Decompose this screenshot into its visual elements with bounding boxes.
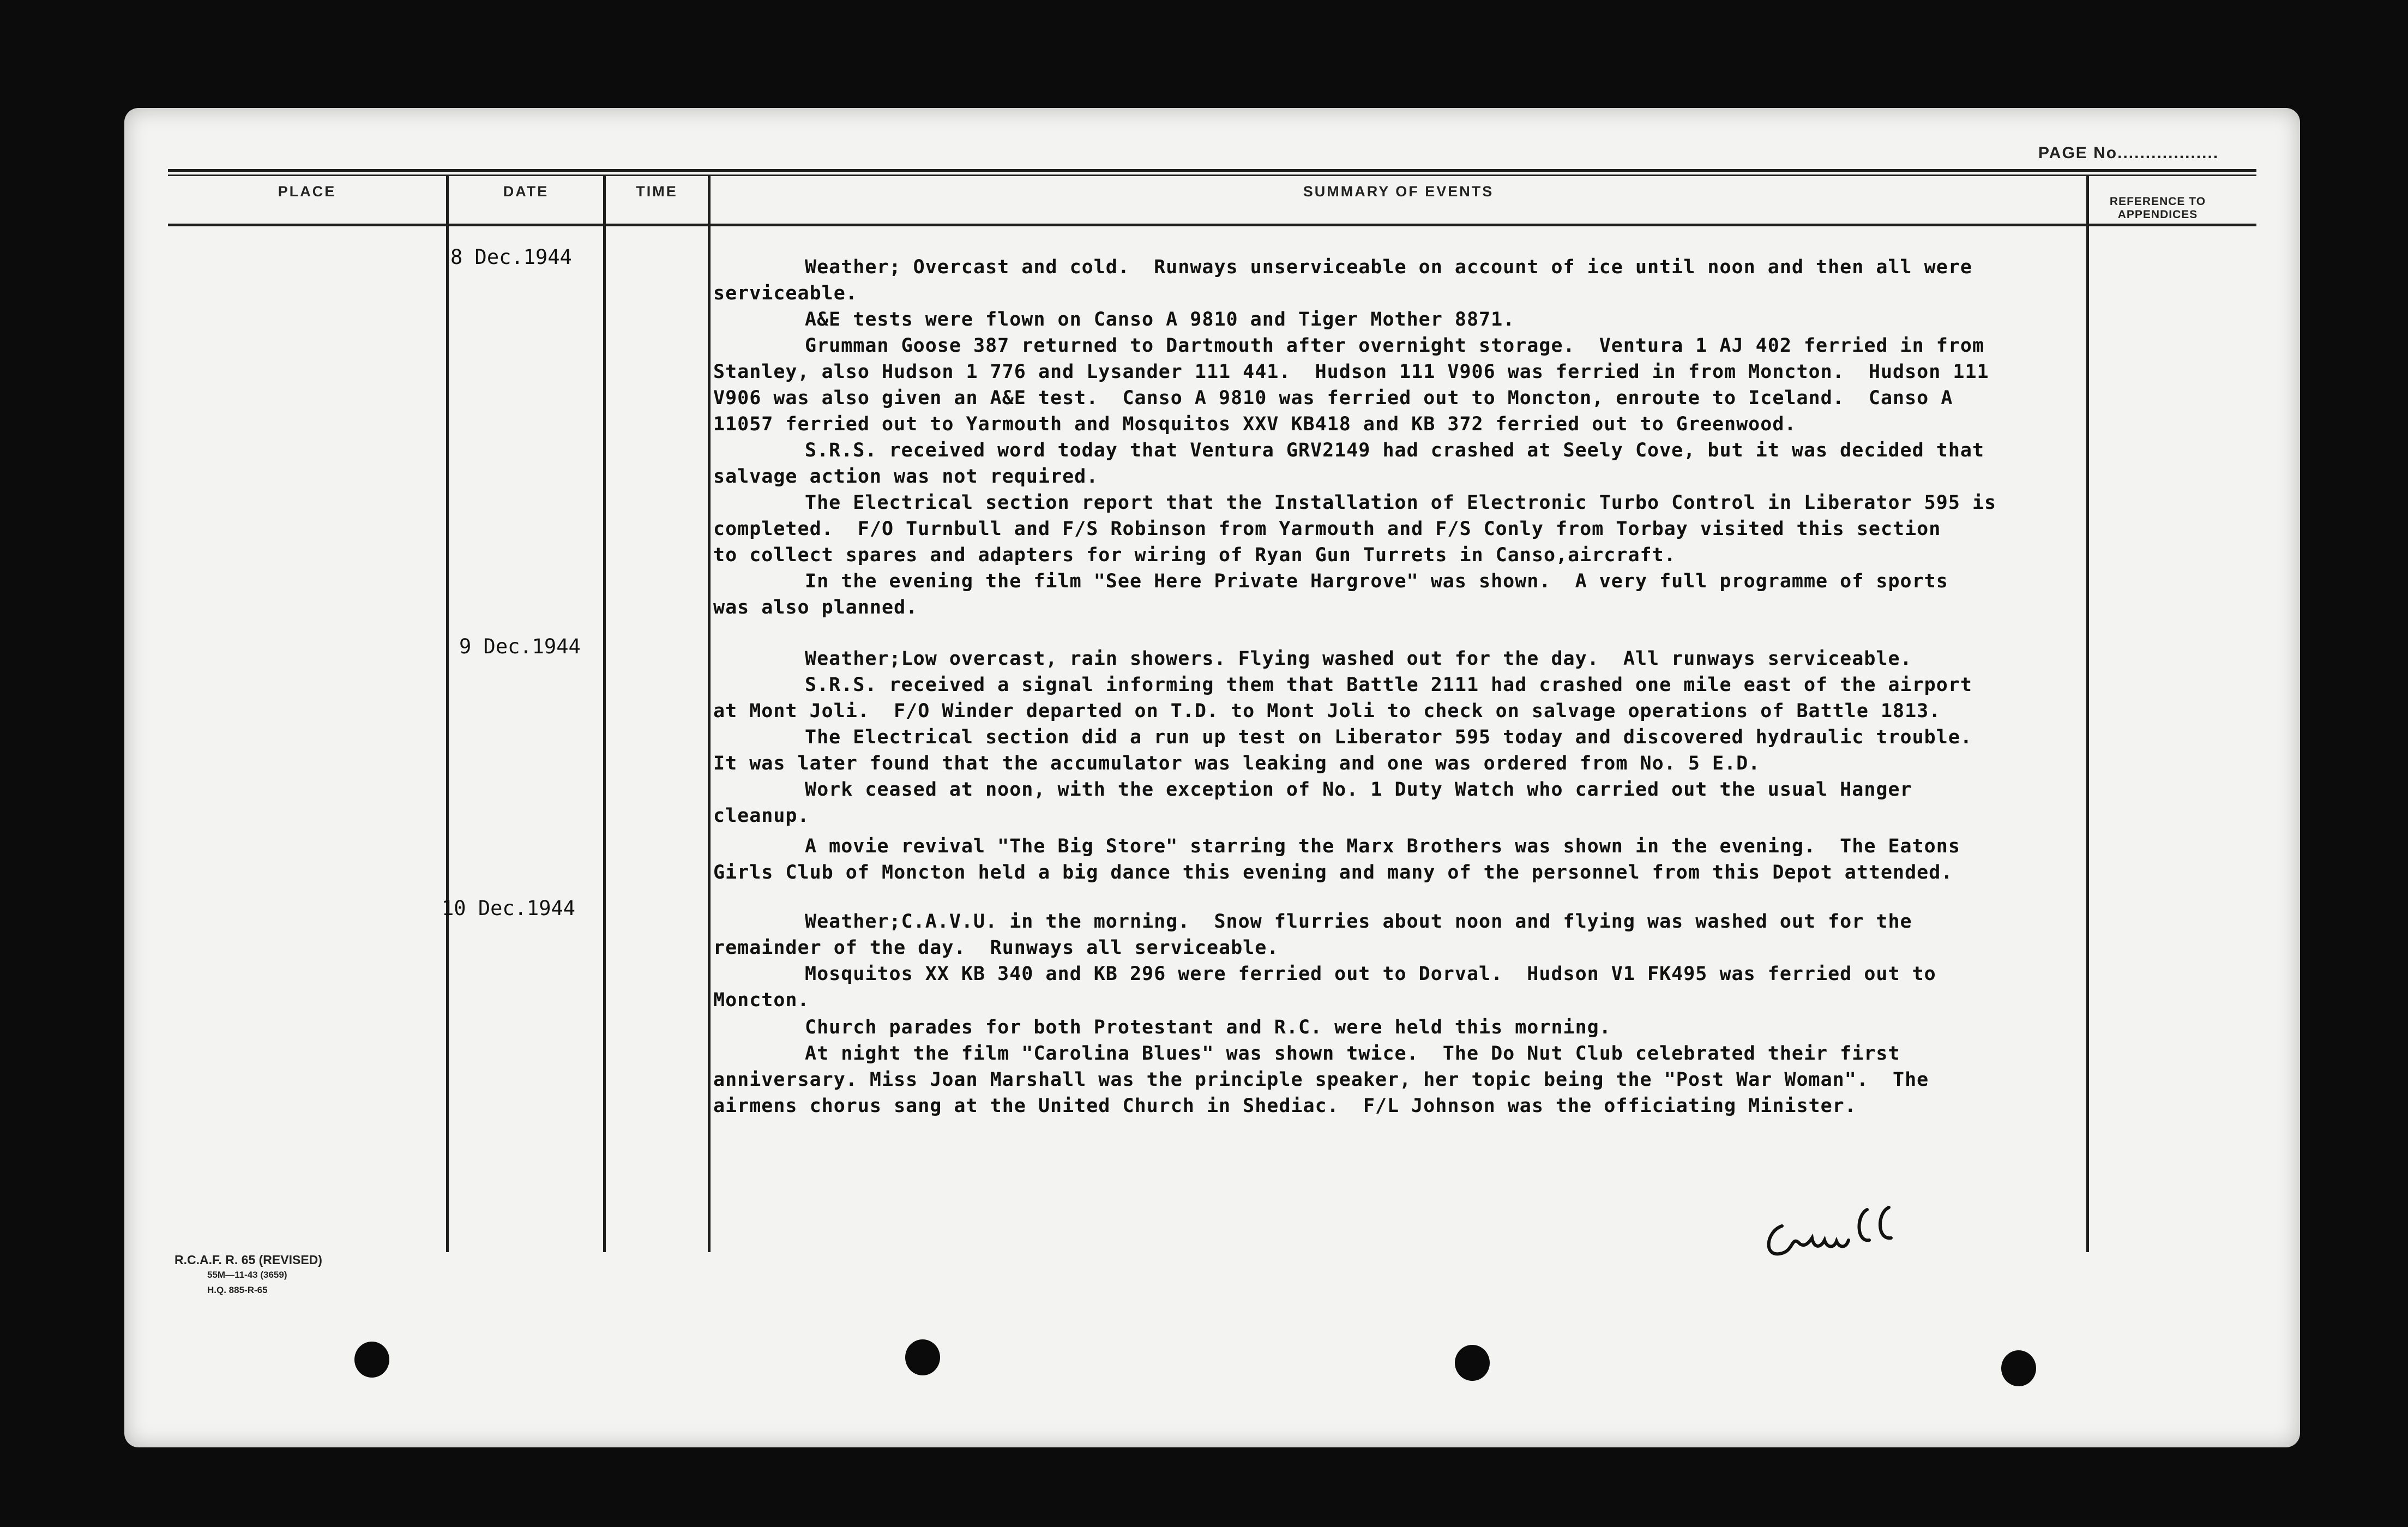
punch-hole xyxy=(354,1342,389,1378)
entry-line: The Electrical section report that the Installation of Electronic Turbo Control in Liberator 595 is xyxy=(805,492,1997,514)
col-line-place xyxy=(446,175,449,1252)
punch-hole xyxy=(2001,1350,2036,1386)
entry-line: A&E tests were flown on Canso A 9810 and Tiger Mother 8871. xyxy=(805,309,1515,330)
entry-line: salvage action was not required. xyxy=(713,466,1099,488)
punch-hole xyxy=(905,1339,940,1375)
entry-line: Weather;C.A.V.U. in the morning. Snow flurries about noon and flying was washed out for the xyxy=(805,911,1912,933)
col-line-date xyxy=(603,175,606,1252)
entry-line: Mosquitos XX KB 340 and KB 296 were ferried out to Dorval. Hudson V1 FK495 was ferried out to xyxy=(805,963,1936,985)
header-rule xyxy=(168,224,2256,226)
header-date: DATE xyxy=(503,183,549,200)
entry-line: 11057 ferried out to Yarmouth and Mosquitos XXV KB418 and KB 372 ferried out to Greenwood. xyxy=(713,413,1797,435)
form-id-line: R.C.A.F. R. 65 (REVISED) xyxy=(174,1253,322,1267)
entry-line: At night the film "Carolina Blues" was shown twice. The Do Nut Club celebrated their first xyxy=(805,1043,1900,1065)
entry-line: anniversary. Miss Joan Marshall was the principle speaker, her topic being the "Post War Woman". The xyxy=(713,1069,1929,1091)
form-id-line: 55M—11-43 (3659) xyxy=(207,1270,287,1280)
signature-mark xyxy=(1760,1188,1902,1270)
entry-line: was also planned. xyxy=(713,597,918,618)
col-line-time xyxy=(708,175,711,1252)
entry-line: serviceable. xyxy=(713,282,858,304)
entry-date-3: 10 Dec.1944 xyxy=(442,897,576,920)
header-place: PLACE xyxy=(278,183,336,200)
entry-line: Weather;Low overcast, rain showers. Flying washed out for the day. All runways serviceable. xyxy=(805,648,1912,670)
form-identifier xyxy=(174,1252,322,1298)
entry-line: Work ceased at noon, with the exception of No. 1 Duty Watch who carried out the usual Hanger xyxy=(805,779,1912,801)
entry-line: airmens chorus sang at the United Church in Shediac. F/L Johnson was the officiating Minister. xyxy=(713,1095,1857,1117)
punch-hole xyxy=(1455,1345,1490,1381)
header-time: TIME xyxy=(636,183,678,200)
entry-line: A movie revival "The Big Store" starring the Marx Brothers was shown in the evening. The Eatons xyxy=(805,835,1960,857)
entry-line: Grumman Goose 387 returned to Dartmouth after overnight storage. Ventura 1 AJ 402 ferried in from xyxy=(805,335,1985,357)
entry-line: completed. F/O Turnbull and F/S Robinson from Yarmouth and F/S Conly from Torbay visited this section xyxy=(713,518,1941,540)
entry-line: Church parades for both Protestant and R.C. were held this morning. xyxy=(805,1017,1611,1038)
entry-date-2: 9 Dec.1944 xyxy=(459,635,581,658)
entry-line: S.R.S. received word today that Ventura GRV2149 had crashed at Seely Cove, but it was decided that xyxy=(805,440,1985,461)
entry-line: V906 was also given an A&E test. Canso A 9810 was ferried out to Moncton, enroute to Iceland. Canso A xyxy=(713,387,1953,409)
top-rule-thin xyxy=(168,175,2256,176)
entry-line: The Electrical section did a run up test on Liberator 595 today and discovered hydraulic trouble. xyxy=(805,726,1972,748)
entry-line: S.R.S. received a signal informing them that Battle 2111 had crashed one mile east of the airport xyxy=(805,674,1972,696)
entry-line: It was later found that the accumulator was leaking and one was ordered from No. 5 E.D. xyxy=(713,753,1761,774)
entry-line: cleanup. xyxy=(713,805,810,827)
entry-line: remainder of the day. Runways all serviceable. xyxy=(713,937,1279,959)
entry-line: at Mont Joli. F/O Winder departed on T.D. to Mont Joli to check on salvage operations of Battle 1813. xyxy=(713,700,1941,722)
entry-line: In the evening the film "See Here Private Hargrove" was shown. A very full programme of sports xyxy=(805,570,1948,592)
col-line-summary xyxy=(2086,175,2089,1252)
entry-date-1: 8 Dec.1944 xyxy=(450,245,572,269)
entry-line: Stanley, also Hudson 1 776 and Lysander 111 441. Hudson 111 V906 was ferried in from Moncton. Hudson 111 xyxy=(713,361,1989,383)
page-no-label: PAGE No.................. xyxy=(2038,144,2219,162)
diary-sheet xyxy=(124,108,2300,1447)
header-reference: REFERENCE TO APPENDICES xyxy=(2109,195,2206,221)
entry-line: Moncton. xyxy=(713,989,810,1011)
form-id-line: H.Q. 885-R-65 xyxy=(207,1285,268,1295)
top-rule xyxy=(168,169,2256,172)
entry-line: Weather; Overcast and cold. Runways unserviceable on account of ice until noon and then all were xyxy=(805,256,1972,278)
header-summary: SUMMARY OF EVENTS xyxy=(1303,183,1494,200)
entry-line: Girls Club of Moncton held a big dance this evening and many of the personnel from this Depot attended. xyxy=(713,862,1953,883)
entry-line: to collect spares and adapters for wiring of Ryan Gun Turrets in Canso,aircraft. xyxy=(713,544,1676,566)
